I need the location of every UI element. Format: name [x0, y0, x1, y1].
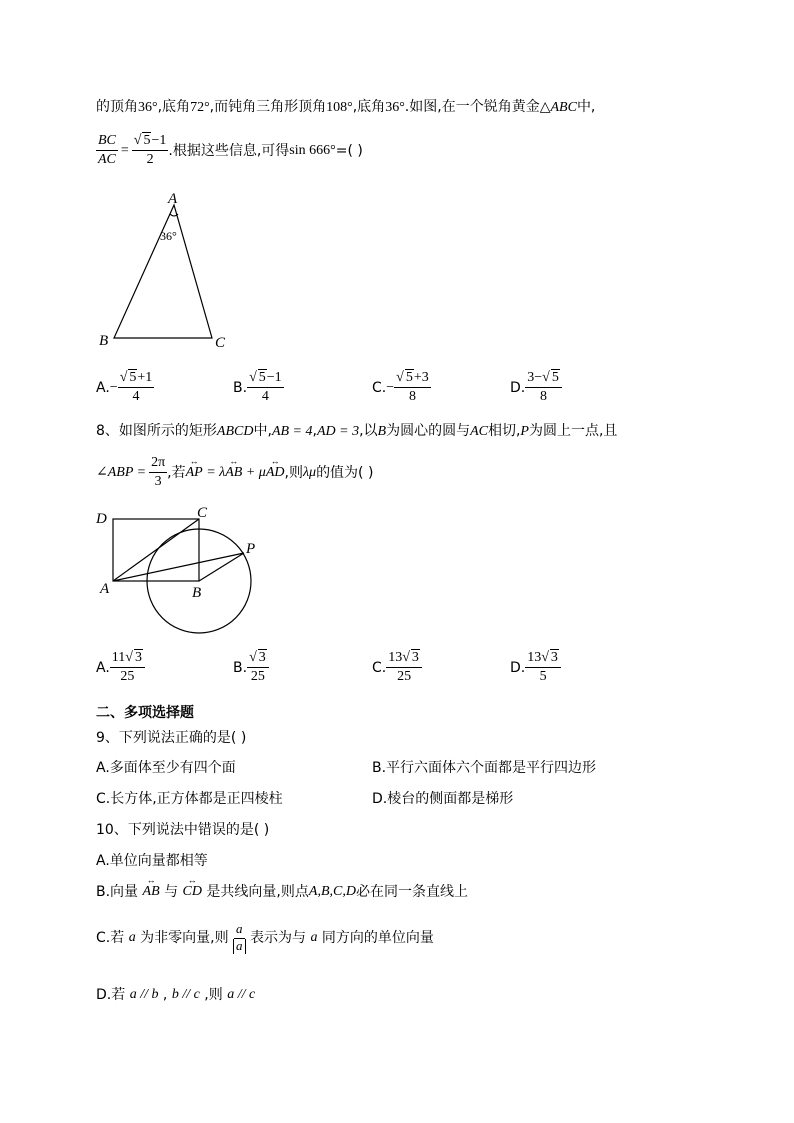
label-c: C: [215, 335, 226, 351]
vector-a: a: [128, 929, 136, 945]
q10-stem: 10、下列说法中错误的是( ): [96, 822, 270, 838]
label-c: C: [197, 505, 208, 521]
q10-option-c[interactable]: C.若 a 为非零向量,则 $\frac{a}{a}$ 表示为与 a 同方向的单位向量: [96, 921, 434, 953]
triangle-abc: [114, 205, 212, 338]
q7-option-b[interactable]: B. $\frac{√ 5-1}{4}$: [233, 370, 282, 405]
q7-option-a[interactable]: A. − $\frac{√ 5+1}{4}$: [96, 370, 153, 405]
q9-option-c[interactable]: C.长方体,正方体都是正四棱柱: [96, 791, 283, 807]
label-p: P: [246, 541, 256, 557]
unit-vector-fraction: $\frac{a}{a}$: [233, 922, 246, 954]
q10-option-d[interactable]: D.若 a // b , b // c ,则 a // c: [96, 987, 256, 1003]
golden-triangle-figure: [90, 188, 250, 358]
q8-option-a[interactable]: A. $\frac{11√ 3}{25}$: [96, 650, 145, 685]
q8-line1: 8、如图所示的矩形ABCD中,AB = 4,AD = 3,以B为圆心的圆与AC相切,P为圆上一点,且: [96, 423, 618, 439]
q7-option-c[interactable]: C. − $\frac{√ 5+3}{8}$: [372, 370, 429, 405]
golden-ratio-fraction: $\frac{BC}{AC}$: [98, 133, 116, 168]
q8-option-b[interactable]: B. $\frac{√ 3}{25}$: [233, 650, 269, 685]
rectangle-circle-figure: [92, 503, 272, 643]
q8-line2: ∠ABP = $\frac{2\pi}{3}$ ,若 ↔ AP = λ ↔ AB + μ ↔ AD ,则 λμ 的值为( ): [96, 455, 373, 490]
vector-a-2: a: [310, 929, 318, 945]
q10-option-b[interactable]: B.向量 ↔ AB 与 ↔ CD 是共线向量,则点 A,B,C,D 必在同一条直线上: [96, 885, 468, 899]
label-d: D: [96, 511, 107, 527]
label-b: B: [99, 333, 109, 349]
label-a: A: [168, 191, 178, 207]
q8-option-d[interactable]: D. $\frac{13√ 3}{5}$: [510, 650, 561, 685]
q9-option-a[interactable]: A.多面体至少有四个面: [96, 760, 236, 776]
section-title: 二、多项选择题: [96, 705, 194, 721]
q10-option-a[interactable]: A.单位向量都相等: [96, 853, 208, 869]
q9-stem: 9、下列说法正确的是( ): [96, 730, 247, 746]
q7-option-d[interactable]: D. $\frac{3-√ 5}{8}$: [510, 370, 562, 405]
q9-option-b[interactable]: B.平行六面体六个面都是平行四边形: [372, 760, 597, 776]
q9-option-d[interactable]: D.棱台的侧面都是梯形: [372, 791, 514, 807]
q7-line1: 的顶角36°,底角72°,而钝角三角形顶角108°,底角36°.如图,在一个锐角黄金△ABC中,: [96, 99, 596, 115]
q8-option-c[interactable]: C. $\frac{13√ 3}{25}$: [372, 650, 422, 685]
label-b: B: [192, 585, 202, 601]
angle-36-label: 36°: [160, 229, 177, 243]
label-a: A: [100, 581, 110, 597]
q7-line2: $\frac{BC}{AC}$ = $\frac{√ 5-1}{2}$ .根据这些信息,可得 sin 666° =( ): [98, 133, 363, 168]
sqrt5-minus-1-over-2: $\frac{√ 5-1}{2}$: [133, 133, 167, 168]
